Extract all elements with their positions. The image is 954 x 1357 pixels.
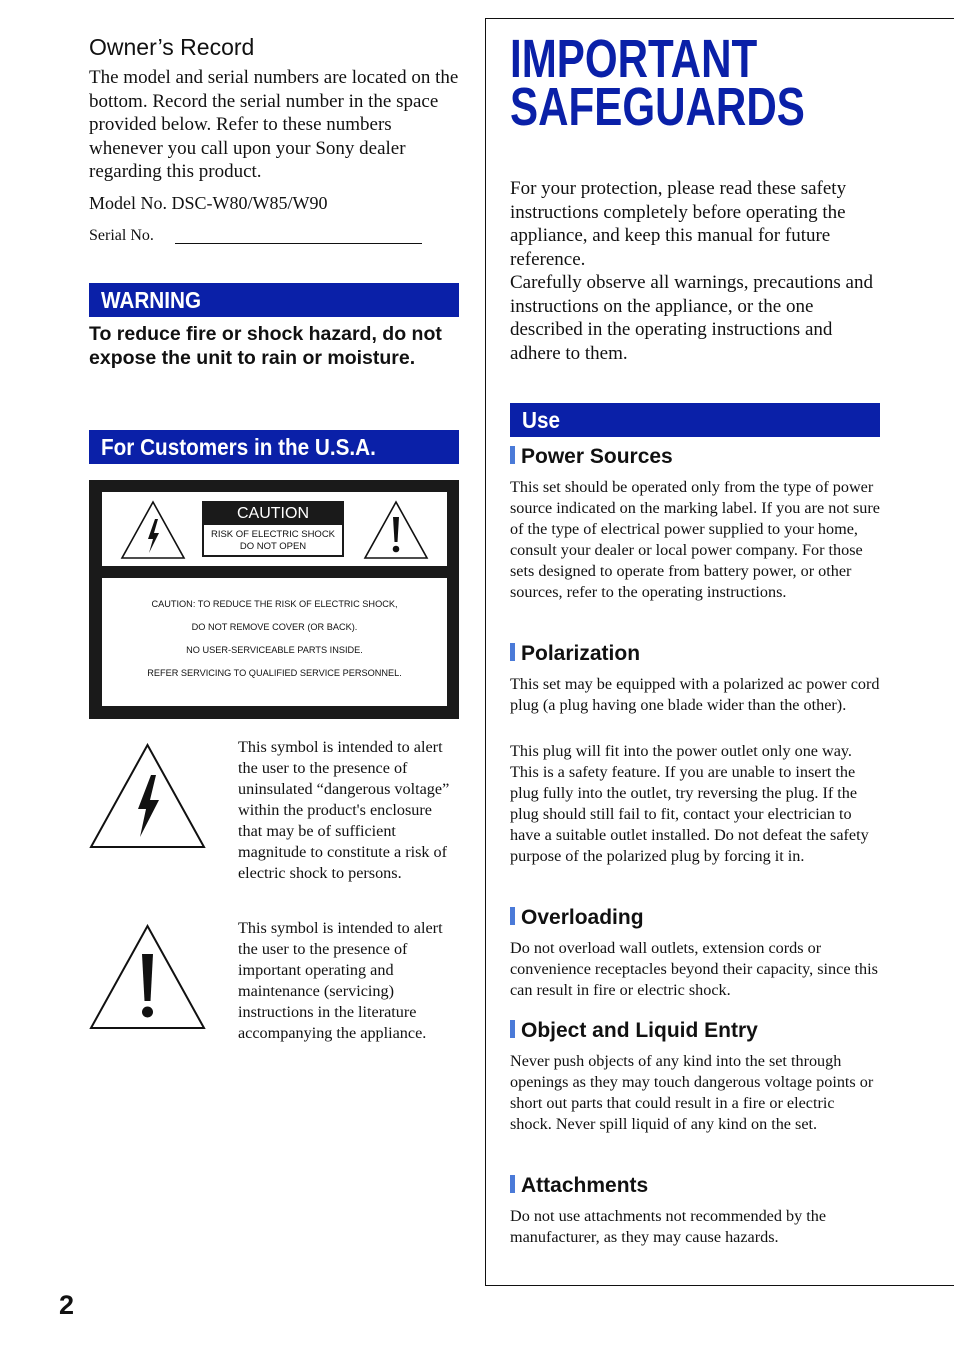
caution-line: NO USER-SERVICEABLE PARTS INSIDE. — [186, 645, 363, 655]
section-marker — [510, 907, 515, 925]
use-heading-bar — [510, 403, 880, 437]
warning-heading-bar — [89, 283, 459, 317]
use-heading: Use — [522, 407, 560, 433]
warning-text: To reduce fire or shock hazard, do not expose the unit to rain or moisture. — [89, 323, 442, 369]
warning-heading: WARNING — [101, 287, 202, 313]
page-title-line2: SAFEGUARDS — [510, 77, 805, 137]
section-heading-object-liquid-entry — [510, 1019, 758, 1043]
caution-badge-title: CAUTION — [204, 503, 342, 525]
owners-record-text: The model and serial numbers are located on the bottom. Record the serial number in the space provided below. Refer to these numbers whenever you call upon your Sony dealer regarding this product. — [89, 67, 459, 182]
section-marker — [510, 1175, 515, 1193]
section-text-polarization-2: This plug will fit into the power outlet only one way. This is a safety feature. If you are unable to insert the plug fully into the outlet, try reversing the plug. If the plug should still fail to fit, contact your electrician to have a suitable outlet installed. Do not defeat the safety purpose of the polarized plug by forcing it in. — [510, 742, 869, 865]
caution-line: CAUTION: TO REDUCE THE RISK OF ELECTRIC SHOCK, — [151, 599, 398, 609]
section-text-object-liquid-entry: Never push objects of any kind into the set through openings as they may touch dangerous voltage points or short out parts that could result in a fire or electric shock. Never spill liquid of any kind on the set. — [510, 1052, 874, 1133]
section-text-polarization: This set may be equipped with a polarized ac power cord plug (a plug having one blade wider than the other). — [510, 675, 880, 714]
exclamation-symbol-description: This symbol is intended to alert the user to the presence of important operating and maintenance (servicing) instructions in the literature accompanying the appliance. — [238, 919, 443, 1042]
section-text-overloading: Do not overload wall outlets, extension cords or convenience receptacles beyond their capacity, since this can result in fire or electric shock. — [510, 939, 878, 999]
owners-record-heading: Owner’s Record — [89, 34, 255, 60]
usa-heading-bar — [89, 430, 459, 464]
frame-border-left — [485, 18, 486, 1286]
caution-label-top-panel — [102, 492, 447, 566]
exclamation-triangle-icon — [362, 499, 430, 561]
caution-badge-line2: DO NOT OPEN — [239, 541, 307, 552]
serial-number-blank-line — [175, 243, 422, 244]
caution-label — [89, 480, 459, 719]
caution-label-bottom-panel — [102, 578, 447, 706]
page-title-line1: IMPORTANT — [510, 29, 758, 89]
lightning-triangle-icon — [89, 743, 206, 850]
caution-line: DO NOT REMOVE COVER (OR BACK). — [191, 622, 358, 632]
section-heading-label: Overloading — [521, 906, 644, 929]
frame-border-bottom — [485, 1285, 954, 1286]
caution-line: REFER SERVICING TO QUALIFIED SERVICE PERSONNEL. — [147, 668, 402, 678]
section-heading-power-sources — [510, 445, 673, 469]
safeguards-intro: For your protection, please read these safety instructions completely before operating the appliance, and keep this manual for future reference. Carefully observe all warnings, precautions and instructions on the appliance, or the one described in the operating instructions and adhere to them. — [510, 178, 873, 364]
caution-badge-line1: RISK OF ELECTRIC SHOCK — [210, 529, 336, 540]
exclamation-triangle-icon — [89, 924, 206, 1031]
section-text-attachments: Do not use attachments not recommended by the manufacturer, as they may cause hazards. — [510, 1207, 827, 1246]
caution-badge — [202, 501, 344, 557]
section-heading-attachments — [510, 1174, 648, 1198]
serial-number-label: Serial No. — [89, 227, 154, 244]
lightning-triangle-icon — [119, 499, 187, 561]
section-text-power-sources: This set should be operated only from the type of power source indicated on the marking label. If you are not sure of the type of electrical power supplied to your home, consult your dealer or local power company. For those sets designed to operate from battery power, or other sources, refer to the operating instructions. — [510, 478, 880, 601]
page-number: 2 — [59, 1290, 75, 1320]
section-marker — [510, 446, 515, 464]
section-heading-overloading — [510, 906, 644, 930]
lightning-symbol-description: This symbol is intended to alert the user to the presence of uninsulated “dangerous voltage” within the product's enclosure that may be of sufficient magnitude to constitute a risk of electric shock to persons. — [238, 738, 450, 882]
usa-heading: For Customers in the U.S.A. — [101, 434, 376, 460]
section-heading-label: Attachments — [521, 1174, 649, 1197]
section-heading-label: Power Sources — [521, 445, 673, 468]
section-marker — [510, 1020, 515, 1038]
section-heading-label: Object and Liquid Entry — [521, 1019, 758, 1042]
section-heading-label: Polarization — [521, 642, 641, 665]
model-number: Model No. DSC-W80/W85/W90 — [89, 193, 328, 213]
section-heading-polarization — [510, 642, 640, 666]
section-marker — [510, 643, 515, 661]
frame-border-top — [485, 18, 954, 19]
